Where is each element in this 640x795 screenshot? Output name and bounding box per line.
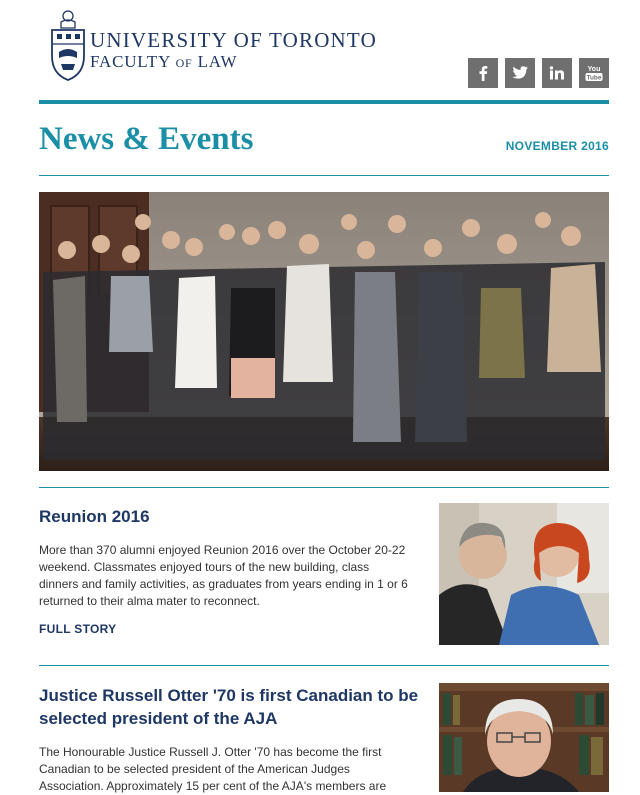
linkedin-icon xyxy=(549,66,565,80)
full-story-link[interactable]: FULL STORY xyxy=(39,622,117,636)
article-headline[interactable]: Reunion 2016 xyxy=(39,507,150,526)
university-name: UNIVERSITY OF TORONTO xyxy=(90,28,377,52)
university-crest-logo xyxy=(48,8,88,84)
article-headline[interactable]: Justice Russell Otter '70 is first Canadian to be selected president of the AJA xyxy=(39,686,419,728)
brand-wordmark[interactable] xyxy=(90,28,377,73)
facebook-button[interactable] xyxy=(468,58,498,88)
svg-text:Tube: Tube xyxy=(586,74,602,82)
youtube-button[interactable] xyxy=(579,58,609,88)
svg-text:You: You xyxy=(587,66,601,73)
section-divider xyxy=(39,487,609,488)
header-divider xyxy=(39,100,609,104)
reunion-photo[interactable] xyxy=(439,503,609,645)
twitter-icon xyxy=(512,66,528,80)
social-links xyxy=(468,58,609,88)
youtube-icon xyxy=(584,63,604,83)
linkedin-button[interactable] xyxy=(542,58,572,88)
faculty-name: FACULTY OF LAW xyxy=(90,52,238,71)
justice-otter-photo[interactable] xyxy=(439,683,609,792)
twitter-button[interactable] xyxy=(505,58,535,88)
newsletter-title: News & Events xyxy=(39,121,254,157)
article-summary: The Honourable Justice Russell J. Otter '70 has become the first Canadian to be selected president of the American Judges Association. Approximately 15 per cent of the AJA's members are xyxy=(39,745,387,793)
title-divider xyxy=(39,175,609,176)
article-summary: More than 370 alumni enjoyed Reunion 2016 over the October 20-22 weekend. Classmates enjoyed tours of the new building, class dinners and family activities, as graduates from years ending in 1 or 6 returned to their alma mater to reconnect. xyxy=(39,543,408,608)
hero-group-photo[interactable] xyxy=(39,192,609,471)
issue-date: NOVEMBER 2016 xyxy=(505,139,609,153)
facebook-icon xyxy=(476,65,490,81)
section-divider xyxy=(39,665,609,666)
